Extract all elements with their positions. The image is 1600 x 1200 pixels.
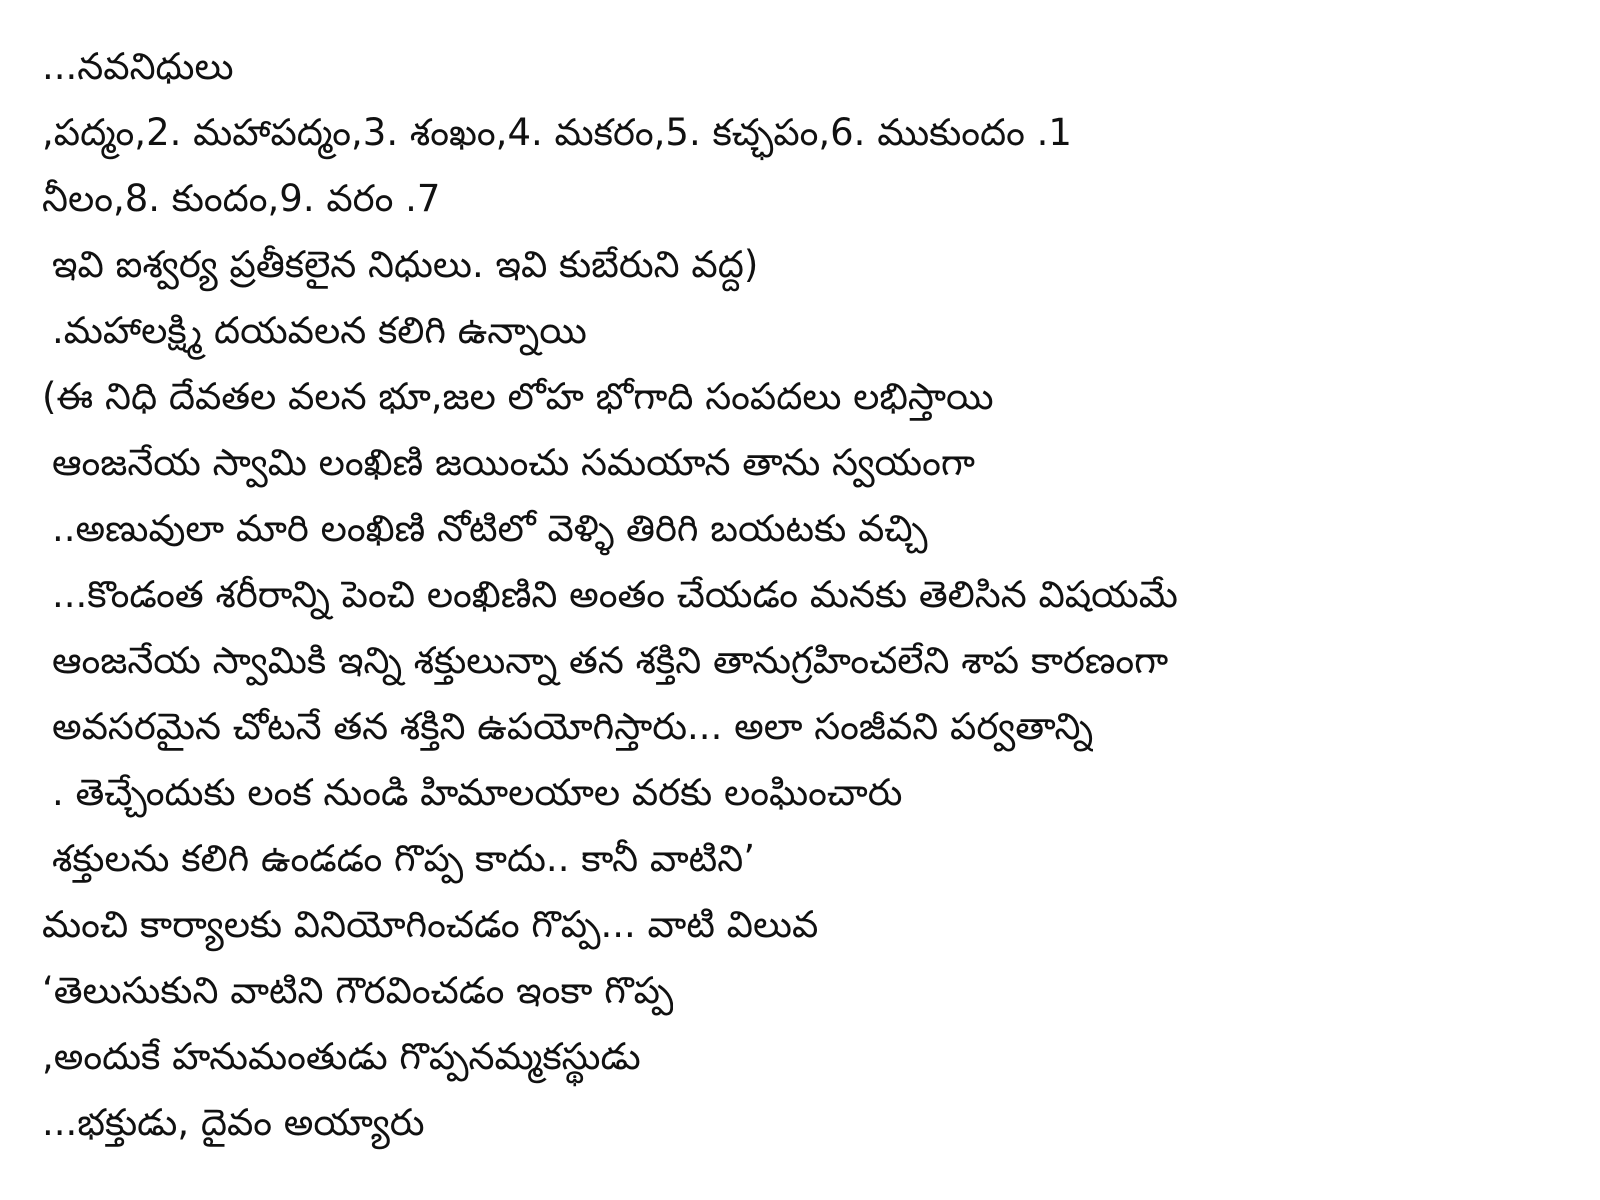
text-line-4: ఇవి ఐశ్వర్య ప్రతీకలైన నిధులు. ఇవి కుబేరుని వద్ద) (52, 243, 759, 286)
text-line-3: నీలం,8. కుందం,9. వరం .7 (42, 177, 441, 220)
text-line-2: ,పద్మం,2. మహాపద్మం,3. శంఖం,4. మకరం,5. కచ్ఛపం,6. ముకుందం .1 (42, 111, 1072, 154)
text-line-8: ..అణువులా మారి లంఖిణి నోటిలో వెళ్ళి తిరిగి బయటకు వచ్చి (52, 507, 928, 550)
text-line-11: అవసరమైన చోటనే తన శక్తిని ఉపయోగిస్తారు... అలా సంజీవని పర్వతాన్ని (52, 705, 1094, 748)
text-line-10: ఆంజనేయ స్వామికి ఇన్ని శక్తులున్నా తన శక్తిని తానుగ్రహించలేని శాప కారణంగా (52, 639, 1169, 682)
text-line-13: శక్తులను కలిగి ఉండడం గొప్ప కాదు.. కానీ వాటిని’ (52, 837, 755, 880)
text-line-7: ఆంజనేయ స్వామి లంఖిణి జయించు సమయాన తాను స్వయంగా (52, 441, 975, 484)
text-line-16: ,అందుకే హనుమంతుడు గొప్పనమ్మకస్థుడు (42, 1035, 641, 1078)
text-line-5: .మహాలక్ష్మి దయవలన కలిగి ఉన్నాయి (52, 309, 587, 352)
text-line-15: ‘తెలుసుకుని వాటిని గౌరవించడం ఇంకా గొప్ప (42, 969, 674, 1012)
text-line-9: ...కొండంత శరీరాన్ని పెంచి లంఖిణిని అంతం చేయడం మనకు తెలిసిన విషయమే (52, 573, 1178, 616)
text-line-12: . తెచ్చేందుకు లంక నుండి హిమాలయాల వరకు లంఘించారు (52, 771, 903, 814)
text-line-6: (ఈ నిధి దేవతల వలన భూ,జల లోహ భోగాది సంపదలు లభిస్తాయి (42, 375, 994, 418)
text-line-17: ...భక్తుడు, దైవం అయ్యారు (42, 1101, 425, 1144)
text-line-1: ...నవనిధులు (42, 45, 234, 88)
text-line-14: మంచి కార్యాలకు వినియోగించడం గొప్ప... వాటి విలువ (42, 903, 819, 946)
